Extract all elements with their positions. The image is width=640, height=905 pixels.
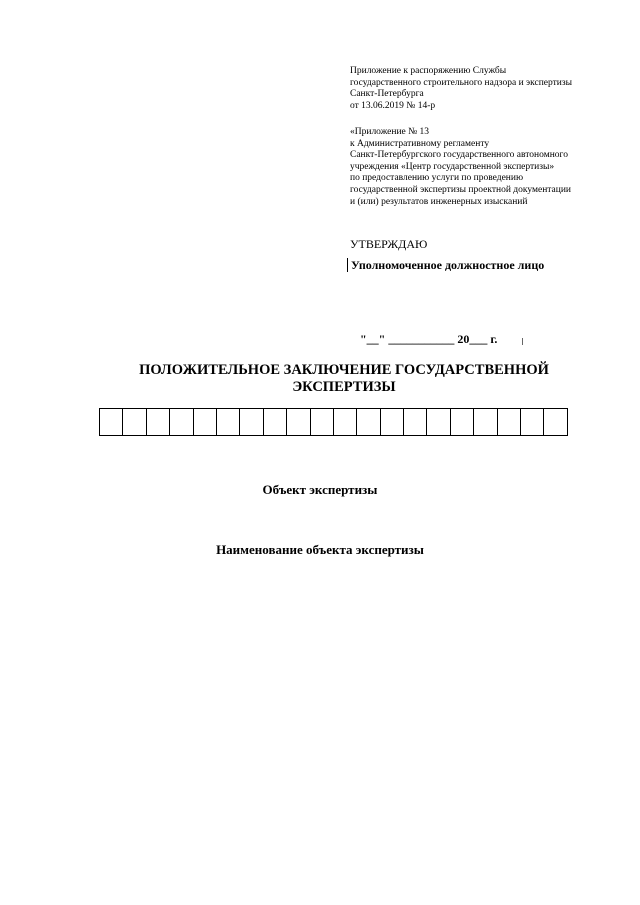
text-cursor-mark <box>522 338 523 345</box>
regulation-line: «Приложение № 13 <box>350 127 430 137</box>
conclusion-title-line: ПОЛОЖИТЕЛЬНОЕ ЗАКЛЮЧЕНИЕ ГОСУДАРСТВЕННОЙ <box>139 362 549 378</box>
number-cell[interactable] <box>311 408 334 436</box>
regulation-reference <box>350 127 610 208</box>
conclusion-number-cells <box>99 408 568 436</box>
authorized-official-label: Уполномоченное должностное лицо <box>347 258 544 272</box>
regulation-line: государственной экспертизы проектной документации <box>350 184 572 195</box>
annex-header <box>350 66 610 112</box>
number-cell[interactable] <box>217 408 240 436</box>
expertise-object-name: Наименование объекта экспертизы <box>216 542 424 557</box>
number-cell[interactable] <box>521 408 544 436</box>
number-cell[interactable] <box>240 408 263 436</box>
regulation-line: Санкт-Петербургского государственного автономного <box>350 150 568 161</box>
number-cell[interactable] <box>194 408 217 436</box>
number-cell[interactable] <box>427 408 450 436</box>
number-cell[interactable] <box>474 408 497 436</box>
regulation-line: и (или) результатов инженерных изысканий <box>350 196 528 207</box>
number-cell[interactable] <box>451 408 474 436</box>
conclusion-title <box>100 362 588 396</box>
regulation-line: учреждения «Центр государственной экспертизы» <box>350 161 555 172</box>
annex-line: Санкт-Петербурга <box>350 89 424 100</box>
annex-line: государственного строительного надзора и экспертизы <box>350 77 573 88</box>
regulation-line: по предоставлению услуги по проведению <box>350 173 524 184</box>
conclusion-title-line: ЭКСПЕРТИЗЫ <box>292 379 396 395</box>
number-cell[interactable] <box>123 408 146 436</box>
number-cell[interactable] <box>381 408 404 436</box>
number-cell[interactable] <box>100 408 123 436</box>
number-cell[interactable] <box>147 408 170 436</box>
annex-line: от 13.06.2019 № 14-р <box>350 100 436 111</box>
number-cell[interactable] <box>264 408 287 436</box>
approval-date-line: "__" ___________ 20___ г. <box>360 332 498 346</box>
expertise-object-label: Объект экспертизы <box>262 482 378 497</box>
regulation-line: к Административному регламенту <box>350 138 490 149</box>
number-cell[interactable] <box>170 408 193 436</box>
number-cell[interactable] <box>287 408 310 436</box>
number-cell[interactable] <box>544 408 567 436</box>
number-cell[interactable] <box>357 408 380 436</box>
approve-label: УТВЕРЖДАЮ <box>350 237 428 251</box>
number-cell[interactable] <box>334 408 357 436</box>
annex-line: Приложение к распоряжению Службы <box>350 66 507 76</box>
number-cell[interactable] <box>404 408 427 436</box>
number-cell[interactable] <box>498 408 521 436</box>
